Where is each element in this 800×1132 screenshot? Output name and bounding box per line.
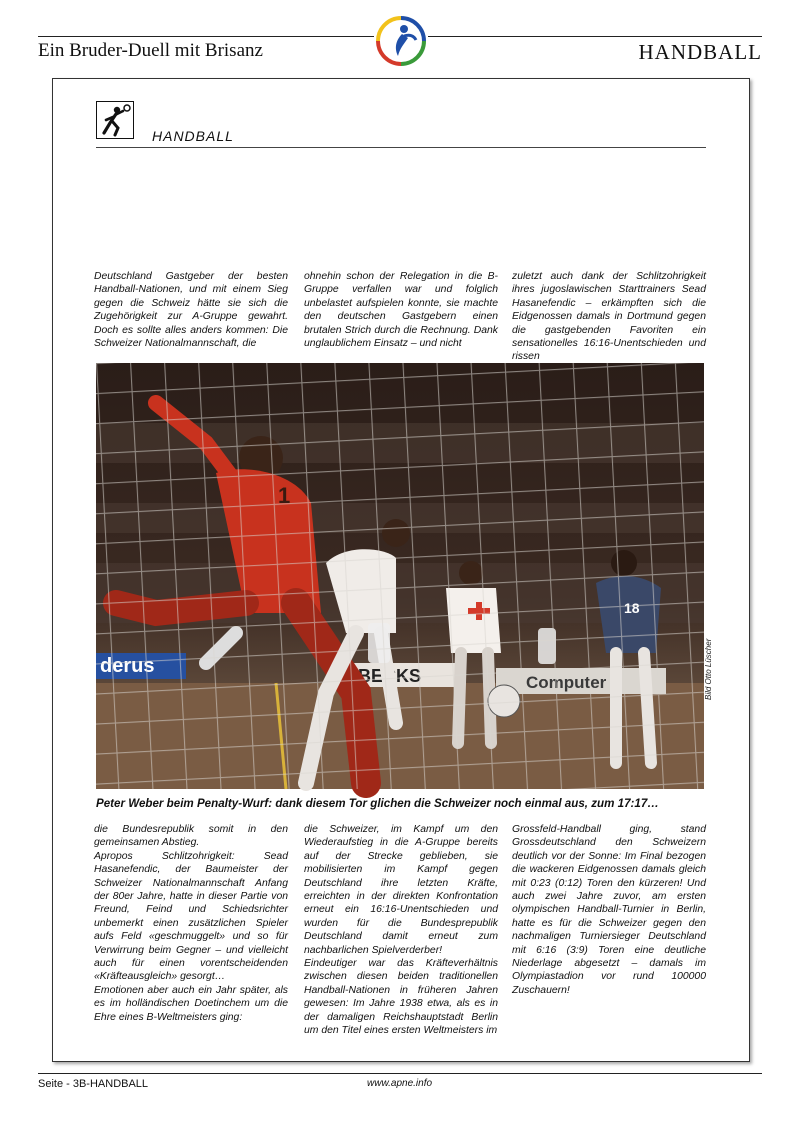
footer-rule [38,1073,762,1074]
intro-column-3: zuletzt auch dank der Schlitzohrigkeit ihres jugoslawischen Starttrainers Sead Hasanefendic – erkämpften sich die Eidgenossen damals in Dortmund gegen die gastgebenden Favoriten ein sensationelles 16:16-Unentschieden und rissen [512,271,706,363]
intro-column-2: ohnehin schon der Relegation in die B-Gruppe verfallen war und folglich unbelastet aufspielen konnte, sie machte den deutschen Gastgebern einen brutalen Strich durch die Rechnung. Dank unglaublichem Einsatz – und nicht [304,271,498,350]
handball-player-icon [96,101,134,139]
olympic-logo-icon [374,14,428,68]
body-column-2: die Schweizer, im Kampf um den Wiederaufstieg in die A-Gruppe bereits auf der Strecke geblieben, sie mobilisierten im Kampf gegen Deutschland ihre letzten Kräfte, erreichten in der direkten Konfrontation erneut ein 16:16-Unentschieden und wurden für die Bundesprepublik Deutschland damit erneut zum nachbarlichen Spielverderber! Eindeutiger war das Kräfteverhältnis zwischen diesen beiden traditionellen Handball-Nationen in früheren Jahren gewesen: Im Jahre 1938 etwa, als es in der damaligen Reichshauptstadt Berlin um den Titel eines ersten Weltmeisters im [304,824,498,1037]
header-rule-right [428,36,762,37]
intro-column-1: Deutschland Gastgeber der besten Handball-Nationen, und mit einem Sieg gegen die Schweiz hätte sie sich die Zugehörigkeit zur A-Gruppe gewahrt. Doch es sollte alles anders kommen: Die Schweizer Nationalmannschaft, die [94,271,288,350]
section-rule [96,147,706,148]
header-title-right: HANDBALL [638,40,762,64]
header-rule-left [38,36,374,37]
footer-page-label: Seite - 3B-HANDBALL [38,1078,149,1090]
body-column-3: Grossfeld-Handball ging, stand Grossdeutschland den Schweizern deutlich vor der Sonne: Im Final bezogen die wackeren Eidgenossen damals gleich mit 0:23 (0:12) Toren den kürzeren! Und auch zwei Jahre zuvor, am ersten olympischen Handball-Turnier in Berlin, hatte es für die Schweizer gegen den nachmaligen Turniersieger Deutschland mit 6:16 (3:9) Toren eine deutliche Niederlage abgesetzt – damals im Olympiastadion vor rund 100000 Zuschauern! [512,824,706,996]
photo-caption: Peter Weber beim Penalty-Wurf: dank diesem Tor glichen die Schweizer noch einmal aus, zum 17:17… [96,797,659,810]
photo-credit: Bild Otto Lüscher [704,638,713,700]
goal-net [96,363,704,789]
body-column-1: die Bundesrepublik somit in den gemeinsamen Abstieg. Apropos Schlitzohrigkeit: Sead Hasanefendic, der Baumeister der Schweizer Nationalmannschaft Anfang der 80er Jahre, hatte in dieser Partie von Freund, Feind und Schiedsrichter unbemerkt einen zusätzlichen Spieler aufs Feld «geschmuggelt» und so für Verwirrung beim Gegner – und vielleicht auch für einen vorentscheidenden «Kräfteausgleich» gesorgt… Emotionen aber auch ein Jahr später, als es im holländischen Doetinchem um die Ehre eines B-Weltmeisters ging: [94,824,288,1023]
section-title: HANDBALL [152,128,234,144]
header-title-left: Ein Bruder-Duell mit Brisanz [38,40,263,61]
match-photo [96,363,704,789]
footer-website-link[interactable]: www.apne.info [367,1078,433,1089]
